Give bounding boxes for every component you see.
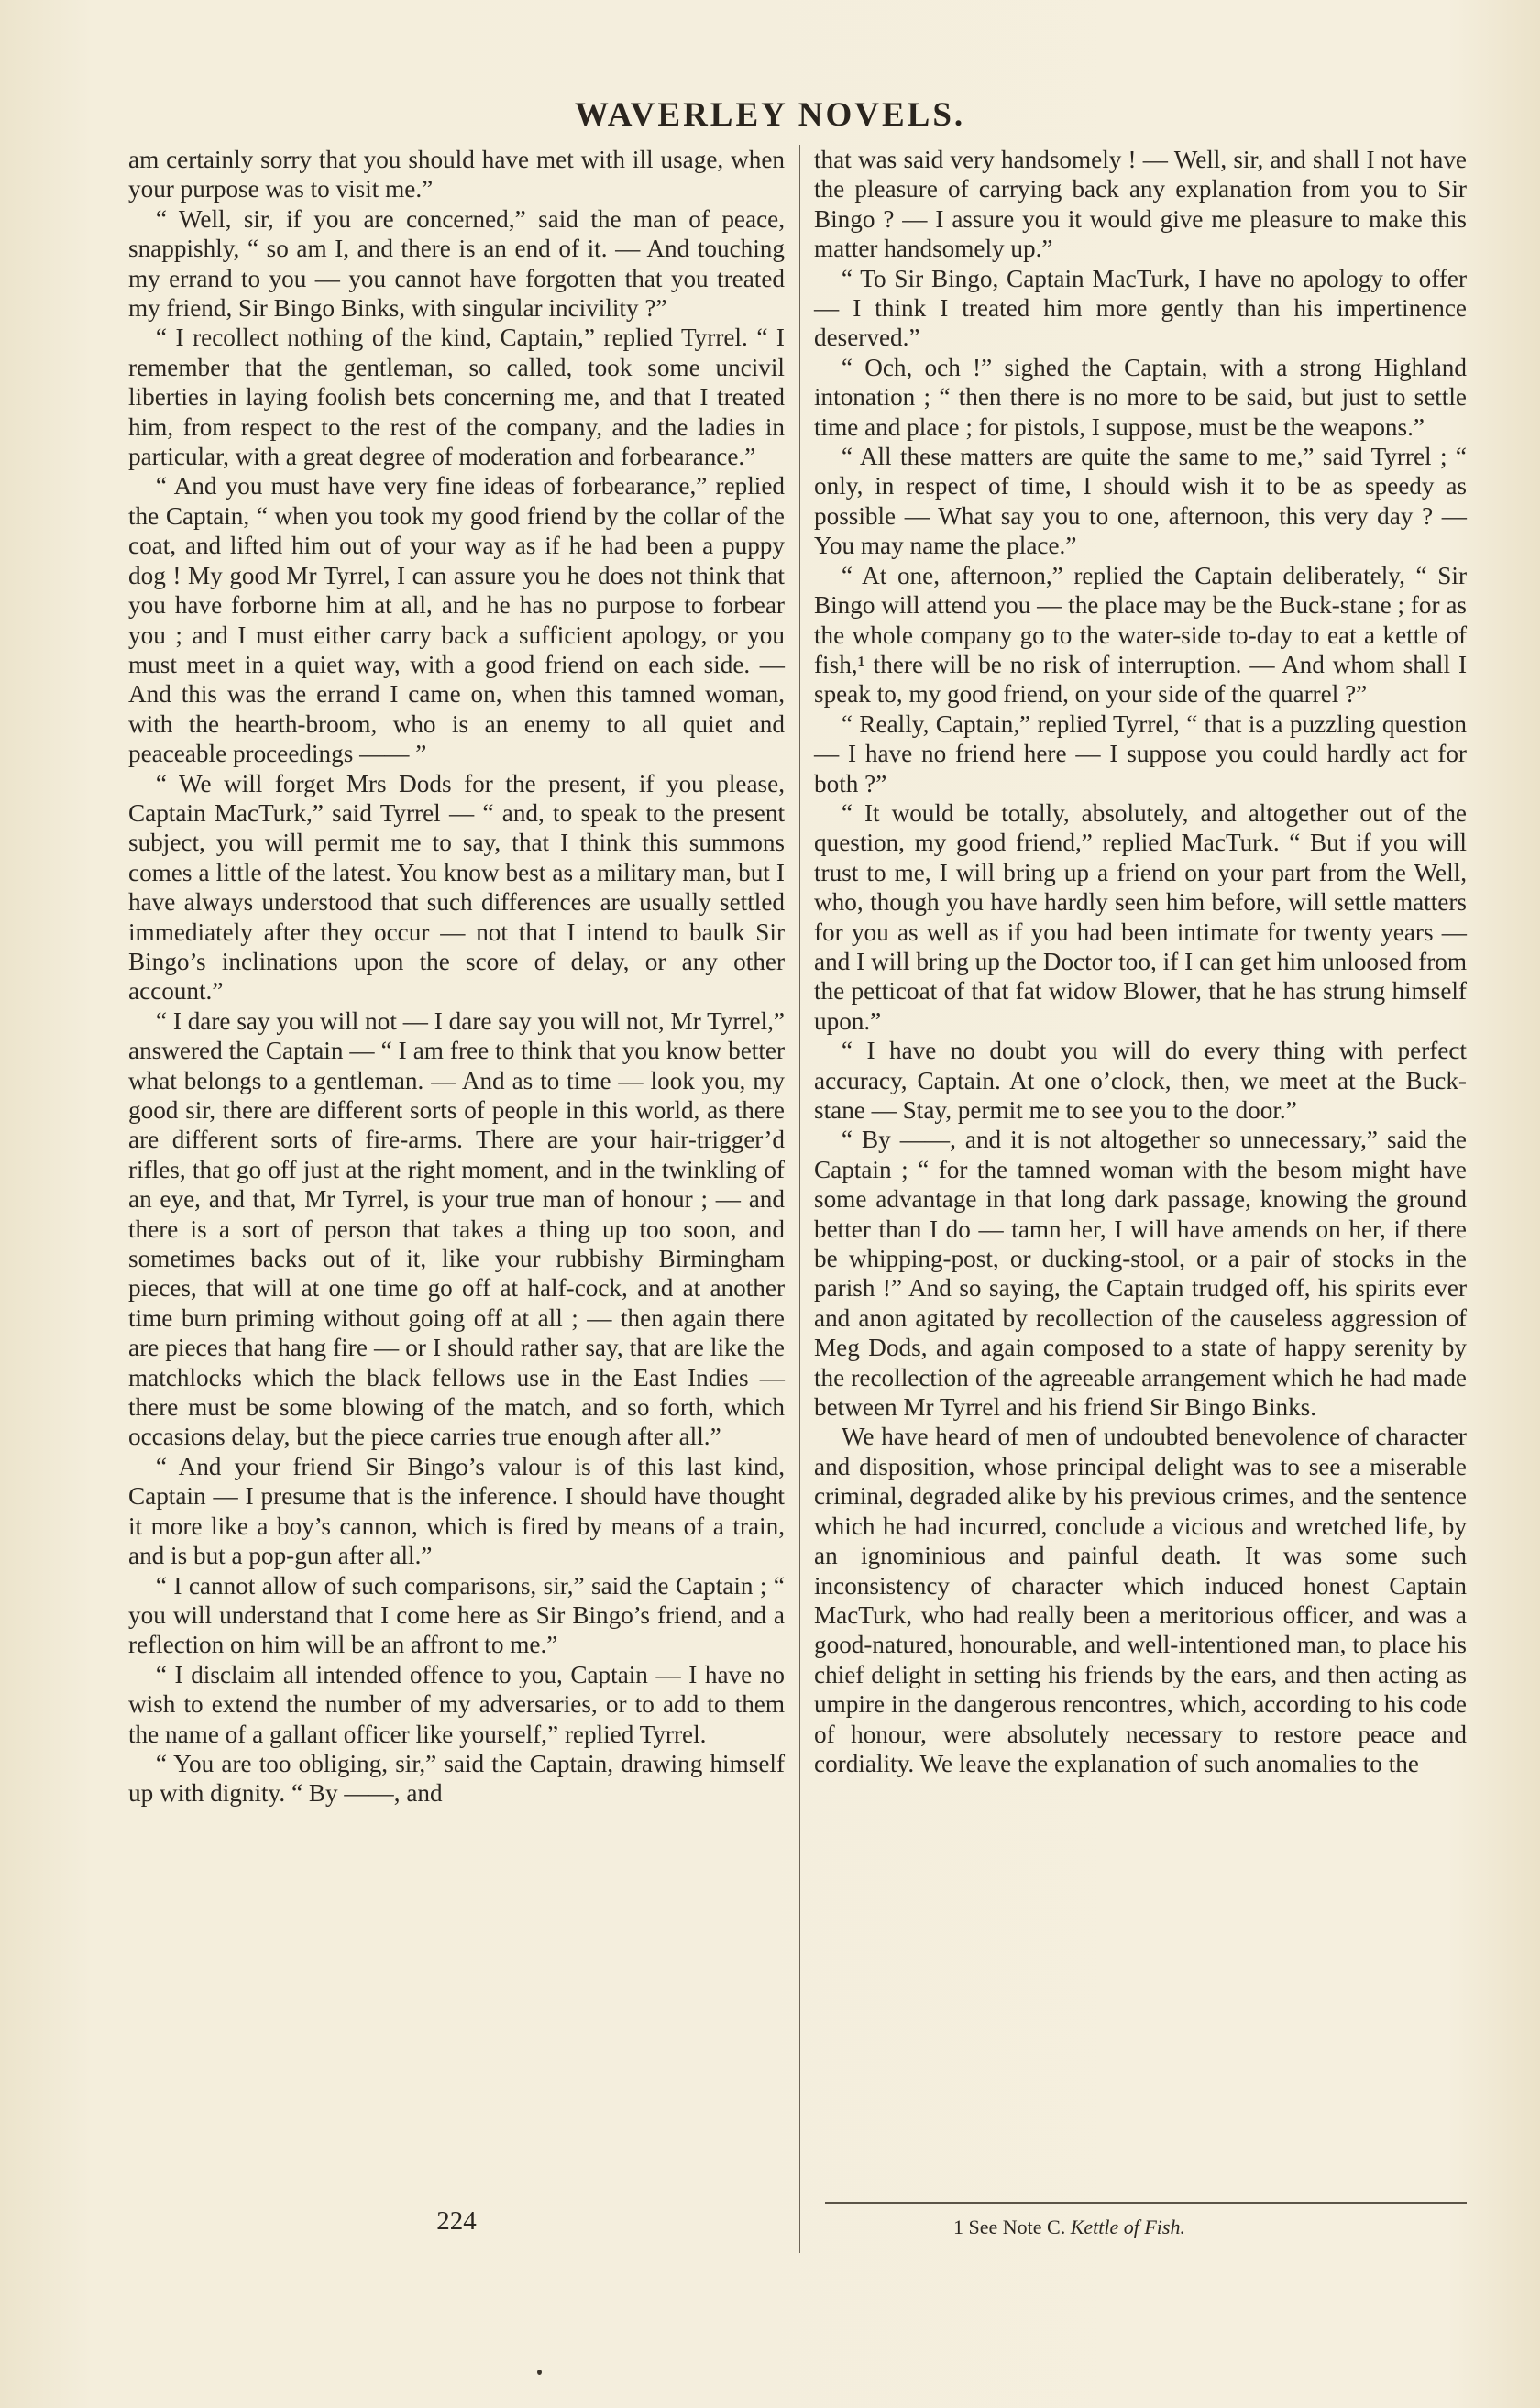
ink-speck xyxy=(537,2370,542,2375)
paragraph: We have heard of men of undoubted benevolence of character and disposition, whose principal delight was to see a miserable criminal, degraded alike by his previous crimes, and the sentence which he had incurred, conclude a vicious and wretched life, by an ignominious and painful death. It was some such inconsistency of character which induced honest Captain MacTurk, who had really been a meritorious officer, and was a good-natured, honourable, and well-intentioned man, to place his chief delight in setting his friends by the ears, and then acting as umpire in the dangerous rencontres, which, according to his code of honour, were absolutely necessary to restore peace and cordiality. We leave the explanation of such anomalies to the xyxy=(814,1423,1467,1777)
left-column xyxy=(128,145,785,1809)
paragraph: “ Och, och !” sighed the Captain, with a strong Highland intonation ; “ then there is no more to be said, but just to settle time and place ; for pistols, I suppose, must be the weapons.” xyxy=(814,353,1467,441)
paragraph: that was said very handsomely ! — Well, sir, and shall I not have the pleasure of carrying back any explanation from you to Sir Bingo ? — I assure you it would give me pleasure to make this matter handsomely up.” xyxy=(814,146,1467,263)
paragraph: “ And you must have very fine ideas of forbearance,” replied the Captain, “ when you took my good friend by the collar of the coat, and lifted him out of your way as if he had been a puppy dog ! My good Mr Tyrrel, I can assure you he does not think that you have forborne him at all, and he has no purpose to forbear you ; and I must either carry back a sufficient apology, or you must meet in a quiet way, with a good friend on each side. — And this was the errand I came on, when this tamned woman, with the hearth-broom, who is an enemy to all quiet and peaceable proceedings —— ” xyxy=(128,472,785,768)
paragraph: “ Well, sir, if you are concerned,” said the man of peace, snappishly, “ so am I, and there is an end of it. — And touching my errand to you — you cannot have forgotten that you treated my friend, Sir Bingo Binks, with singular incivility ?” xyxy=(128,204,785,323)
paragraph: “ You are too obliging, sir,” said the Captain, drawing himself up with dignity. “ By ——, and xyxy=(128,1749,785,1808)
paragraph: “ Really, Captain,” replied Tyrrel, “ that is a puzzling question — I have no friend here — I suppose you could hardly act for both ?” xyxy=(814,709,1467,797)
column-divider xyxy=(799,145,800,2253)
paragraph: “ It would be totally, absolutely, and altogether out of the question, my good friend,” replied MacTurk. “ But if you will trust to me, I will bring up a friend on your part from the Well, who, though you have hardly seen him before, will settle matters for you as well as if you had been intimate for twenty years — and I will bring up the Doctor too, if I can get him unloosed from the petticoat of that fat widow Blower, that he has strung himself upon.” xyxy=(814,798,1467,1035)
paragraph: “ We will forget Mrs Dods for the present, if you please, Captain MacTurk,” said Tyrrel — “ and, to speak to the present subject, you will permit me to say, that I think this summons comes a little of the latest. You know best as a military man, but I have always understood that such differences are usually settled immediately after they occur — not that I intend to baulk Sir Bingo’s inclinations upon the score of delay, or any other account.” xyxy=(128,769,785,1006)
paragraph: “ To Sir Bingo, Captain MacTurk, I have no apology to offer — I think I treated him more gently than his impertinence deserved.” xyxy=(814,264,1467,352)
paragraph: “ I cannot allow of such comparisons, sir,” said the Captain ; “ you will understand that I come here as Sir Bingo’s friend, and a reflection on him will be an affront to me.” xyxy=(128,1571,785,1659)
paragraph: “ At one, afternoon,” replied the Captain deliberately, “ Sir Bingo will attend you — the place may be the Buck-stane ; for as the whole company go to the water-side to-day to eat a kettle of fish,¹ there will be no risk of interruption. — And whom shall I speak to, my good friend, on your side of the quarrel ?” xyxy=(814,561,1467,709)
paragraph: “ By ——, and it is not altogether so unnecessary,” said the Captain ; “ for the tamned woman with the besom might have some advantage in that long dark passage, knowing the ground better than I do — tamn her, I will have amends on her, if there be whipping-post, or ducking-stool, or a pair of stocks in the parish !” And so saying, the Captain trudged off, his spirits ever and anon agitated by recollection of the causeless aggression of Meg Dods, and again composed to a state of happy serenity by the recollection of the agreeable arrangement which he had made between Mr Tyrrel and his friend Sir Bingo Binks. xyxy=(814,1126,1467,1422)
paragraph: “ And your friend Sir Bingo’s valour is of this last kind, Captain — I presume that is the inference. I should have thought it more like a boy’s cannon, which is fired by means of a train, and is but a pop-gun after all.” xyxy=(128,1452,785,1570)
running-header: WAVERLEY NOVELS. xyxy=(574,96,966,134)
page-number: 224 xyxy=(436,2206,477,2236)
footnote xyxy=(953,2216,1185,2239)
paragraph: “ I dare say you will not — I dare say you will not, Mr Tyrrel,” answered the Captain — “ I am free to think that you know better what belongs to a gentleman. — And as to time — look you, my good sir, there are different sorts of people in this world, as there are different sorts of fire-arms. There are your hair-trigger’d rifles, that go off just at the right moment, and in the twinkling of an eye, and that, Mr Tyrrel, is your true man of honour ; — and there is a sort of person that takes a thing up too soon, and sometimes backs out of it, like your rubbishy Birmingham pieces, that will at one time go off at half-cock, and at another time burn priming without going off at all ; — then again there are pieces that hang fire — or I should rather say, that are like the matchlocks which the black fellows use in the East Indies — there must be some blowing of the match, and so forth, which occasions delay, but the piece carries true enough after all.” xyxy=(128,1006,785,1451)
right-column xyxy=(814,145,1467,1778)
footnote-ref: Kettle of Fish. xyxy=(1070,2216,1185,2238)
paragraph: “ I recollect nothing of the kind, Captain,” replied Tyrrel. “ I remember that the gentleman, so called, took some uncivil liberties in laying foolish bets concerning me, and that I treated him, from respect to the rest of the company, and the ladies in particular, with a great degree of moderation and forbearance.” xyxy=(128,324,785,471)
footnote-marker: 1 xyxy=(953,2216,963,2238)
paragraph: am certainly sorry that you should have met with ill usage, when your purpose was to visit me.” xyxy=(128,146,785,203)
footnote-rule xyxy=(825,2202,1467,2204)
paragraph: “ I have no doubt you will do every thing with perfect accuracy, Captain. At one o’clock, then, we meet at the Buck-stane — Stay, permit me to see you to the door.” xyxy=(814,1037,1467,1124)
footnote-text: See Note C. xyxy=(968,2216,1066,2238)
paragraph: “ All these matters are quite the same to me,” said Tyrrel ; “ only, in respect of time, I should wish it to be as speedy as possible — What say you to one, afternoon, this very day ? — You may name the place.” xyxy=(814,443,1467,560)
paragraph: “ I disclaim all intended offence to you, Captain — I have no wish to extend the number of my adversaries, or to add to them the name of a gallant officer like yourself,” replied Tyrrel. xyxy=(128,1660,785,1748)
